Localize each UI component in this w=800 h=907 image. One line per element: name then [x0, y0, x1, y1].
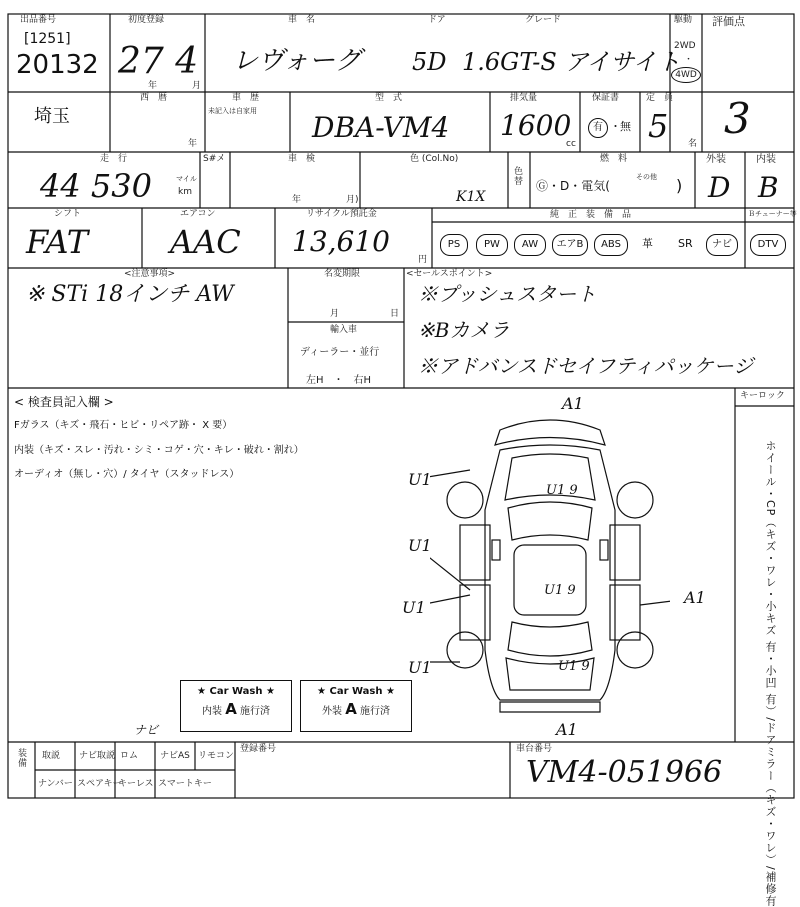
- sales-label: <セールスポイント>: [406, 269, 493, 279]
- lot-number: 20132: [16, 50, 99, 80]
- day-label: 日: [390, 309, 400, 319]
- fuel-label: 燃 料: [600, 154, 628, 164]
- color-change-label: 色替: [512, 166, 522, 186]
- carwash-interior-suffix: 施行済: [239, 706, 270, 717]
- mark-front: A1: [562, 394, 584, 413]
- carwash-exterior-badge: [300, 680, 412, 732]
- first-reg-value: 27 4: [118, 41, 199, 82]
- carwash-interior-grade: A: [225, 700, 237, 718]
- mileage-label: 走 行: [100, 154, 128, 164]
- equip-dtv: DTV: [750, 234, 786, 256]
- fuel-other: その他: [636, 173, 657, 181]
- caution-label: <注意事項>: [124, 269, 176, 279]
- caution-value: ※ STi 18インチ AW: [26, 282, 234, 307]
- first-reg-label: 初度登録: [128, 15, 165, 25]
- year-unit: 年: [148, 81, 158, 91]
- equip-ps: PS: [440, 234, 468, 256]
- year-era-label: 西 暦: [140, 93, 168, 103]
- equip-pw: PW: [476, 234, 508, 256]
- month-unit: 月: [192, 81, 202, 91]
- import-label: 輸入車: [330, 325, 358, 335]
- equip-abs: ABS: [594, 234, 628, 256]
- carwash-exterior-suffix: 施行済: [359, 706, 390, 717]
- wheel-legend: ホイール・CP（キズ・ワレ・小キズ 有・小凹 有）/ドアミラー（キズ・ワレ）/補修有: [764, 440, 777, 907]
- auction-sheet: 出品番号 [1251] 20132 初度登録 27 4 年 月 車 名 レヴォーグ ドア 5D グレード 1.6GT-S アイサイト 駆動 2WD ・ 4WD 評価点 3 埼玉 西 暦 年 車 歴 未記入は自家用 型 式 DBA-VM4 排気量 1600 cc 保証書 有 ・ 無 定 員 5 名 走 行 44 530 マイル km S#メ 車 検 年 月) 色 (Col.No) K1X 色替 燃 料 Ⓖ・D・電気( その他 ) 外装 D 内装 B シフト FAT エアコン AAC リサイクル預託金 13,610 円 純 正 装 備 品 Ｂチューナー等 PS PW AW エアB ABS 革 SR ナビ DTV <注意事項> ※ STi 18インチ AW 名変期限 月 日 輸入車 ディーラー・並行 左H ・ 右H <セールスポイント> ※プッシュスタート ※Bカメラ ※アドバンスドセイフティパッケージ < 検査員記入欄 > Fガラス（キズ・飛石・ヒビ・リペア跡・ X 要） 内装（キズ・スレ・汚れ・シミ・コゲ・穴・キレ・破れ・割れ） オーディオ（無し・穴）/ タイヤ（スタッドレス） キーロック ホイール・CP（キズ・ワレ・小キズ 有・小凹 有）/ドアミラー（キズ・ワレ）/補修有 A1 U1 U1 A1 U1 U1 A1 U1 9 U1 9 U1 9 ★ Car Wash ★ 内装 A 施行済 ★ Car Wash ★ 外装 A 施行済 ナビ 装備 取説 ナビ取説 ロム ナビAS リモコン ナンバー スペアキー キーレス スマートキー 登録番号 車台番号 VM4-051966: [0, 0, 800, 800]
- history-label: 車 歴: [232, 93, 260, 103]
- chassis-label: 車台番号: [516, 744, 553, 754]
- mark-left-door: U1: [408, 536, 432, 555]
- sales-point-1: ※プッシュスタート: [418, 282, 597, 306]
- model-label: 型 式: [375, 93, 403, 103]
- mile-unit: マイル: [176, 175, 197, 183]
- mark-roof: U1 9: [544, 583, 576, 598]
- mark-trunk: U1 9: [558, 659, 590, 674]
- fuel-options: Ⓖ・D・電気(: [536, 179, 610, 193]
- history-note: 未記入は自家用: [208, 107, 257, 115]
- equip-airbag: エアB: [552, 234, 588, 256]
- sales-point-2: ※Bカメラ: [418, 318, 510, 342]
- interior-label: 内装: [756, 154, 776, 165]
- smeter-label: S#メ: [203, 154, 226, 164]
- shift-label: シフト: [54, 209, 82, 219]
- auction-label: 出品番号: [20, 15, 57, 25]
- audio-tire-line: オーディオ（無し・穴）/ タイヤ（スタッドレス）: [14, 469, 240, 480]
- carwash-interior-prefix: 内装: [202, 706, 222, 717]
- footer-item-remote: リモコン: [198, 751, 235, 761]
- color-value: K1X: [456, 189, 486, 205]
- interior-damage-line: 内装（キズ・スレ・汚れ・シミ・コゲ・穴・キレ・破れ・割れ）: [14, 445, 304, 456]
- door-label: ドア: [428, 15, 446, 25]
- ac-label: エアコン: [180, 209, 216, 219]
- tuner-label: Ｂチューナー等: [748, 210, 797, 218]
- footer-item-navi-manual: ナビ取説: [79, 751, 116, 761]
- nabi-note: ナビ: [134, 723, 159, 737]
- interior-value: B: [758, 171, 779, 204]
- footer-item-keyless: キーレス: [118, 779, 154, 789]
- inspection-label: 車 検: [288, 154, 316, 164]
- glass-line: Fガラス（キズ・飛石・ヒビ・リペア跡・ X 要）: [14, 420, 233, 431]
- equipment-label: 純 正 装 備 品: [550, 210, 632, 220]
- name-change-label: 名変期限: [324, 269, 361, 279]
- footer-item-manual: 取説: [42, 751, 61, 761]
- drive-4wd: 4WD: [671, 67, 701, 83]
- reg-number-label: 登録番号: [240, 744, 277, 754]
- km-unit: km: [178, 187, 192, 197]
- ac-value: AAC: [170, 223, 241, 261]
- car-name-label: 車 名: [288, 15, 316, 25]
- mark-rear: A1: [556, 720, 578, 739]
- footer-item-spare-key: スペアキー: [77, 779, 122, 789]
- recycle-label: リサイクル預託金: [306, 209, 377, 219]
- carwash-exterior-grade: A: [345, 700, 357, 718]
- keylock-label: キーロック: [740, 391, 785, 401]
- drive-2wd: 2WD: [674, 41, 696, 51]
- door-value: 5D: [412, 48, 447, 76]
- carwash-interior-badge: [180, 680, 292, 732]
- equip-sr: SR: [678, 237, 693, 250]
- sales-point-3: ※アドバンスドセイフティパッケージ: [418, 354, 754, 378]
- displacement-label: 排気量: [510, 93, 538, 103]
- region-value: 埼玉: [34, 106, 70, 127]
- equip-leather: 革: [642, 237, 653, 250]
- footer-item-number: ナンバー: [38, 779, 73, 789]
- footer-item-rom: ロム: [120, 751, 139, 761]
- score-value: 3: [724, 94, 751, 143]
- person-unit: 名: [688, 139, 698, 149]
- grade-label: グレード: [525, 15, 562, 25]
- mark-left-rear-door: U1: [402, 598, 426, 617]
- equip-navi: ナビ: [706, 234, 738, 256]
- capacity-value: 5: [648, 107, 669, 145]
- carwash-exterior-prefix: 外装: [322, 706, 342, 717]
- exterior-label: 外装: [706, 154, 726, 165]
- mark-left-front: U1: [408, 470, 432, 489]
- month-label: 月: [330, 309, 340, 319]
- yen-unit: 円: [418, 255, 428, 265]
- car-name-value: レヴォーグ: [232, 46, 361, 76]
- grade-value: 1.6GT-S アイサイト: [462, 48, 681, 76]
- shift-value: FAT: [26, 223, 89, 261]
- mileage-value: 44 530: [40, 167, 152, 205]
- displacement-value: 1600: [500, 109, 572, 142]
- dealer-label: ディーラー・並行: [300, 347, 380, 358]
- recycle-value: 13,610: [292, 225, 390, 258]
- car-diagram: [430, 400, 670, 730]
- lot-code: [1251]: [24, 31, 71, 47]
- score-label: 評価点: [712, 15, 745, 28]
- footer-item-smart-key: スマートキー: [158, 779, 212, 789]
- mark-right-door: A1: [684, 588, 706, 607]
- exterior-value: D: [708, 171, 731, 204]
- warranty-label: 保証書: [592, 93, 620, 103]
- inspector-title: < 検査員記入欄 >: [14, 395, 114, 409]
- equipment-side-label: 装備: [16, 748, 26, 768]
- carwash-exterior-title: ★ Car Wash ★: [317, 686, 395, 697]
- capacity-label: 定 員: [646, 93, 674, 103]
- footer-item-navi-as: ナビAS: [160, 751, 190, 761]
- mark-hood: U1 9: [546, 483, 578, 498]
- drive-label: 駆動: [674, 15, 693, 25]
- carwash-interior-title: ★ Car Wash ★: [197, 686, 275, 697]
- cc-unit: cc: [566, 139, 576, 149]
- chassis-value: VM4-051966: [526, 755, 723, 790]
- color-label: 色 (Col.No): [410, 154, 459, 164]
- warranty-yes: 有: [588, 118, 608, 138]
- equip-aw: AW: [514, 234, 546, 256]
- model-value: DBA-VM4: [312, 111, 450, 144]
- handle-label: 左H ・ 右H: [306, 375, 372, 386]
- warranty-no: 無: [620, 120, 631, 133]
- mark-left-rear: U1: [408, 658, 432, 677]
